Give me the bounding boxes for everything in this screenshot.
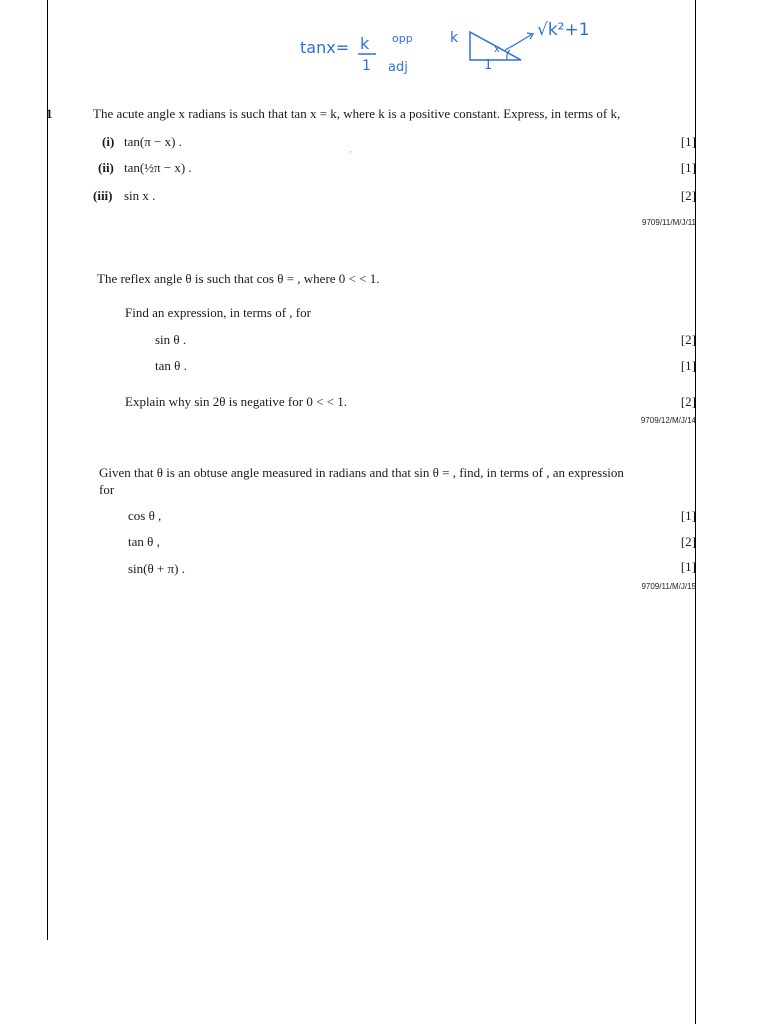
q3-part-expr: sin(θ + π) . <box>128 561 185 576</box>
hw-opp: opp <box>392 32 413 45</box>
q2-part-mark: [2] <box>680 332 696 347</box>
q2-sub-intro: Find an expression, in terms of , for <box>125 305 311 320</box>
q1-part-mark: [1] <box>680 160 696 175</box>
q2-explain-mark: [2] <box>680 394 696 409</box>
hw-tan-label: tanx= <box>300 38 350 57</box>
hw-denominator: 1 <box>362 58 371 74</box>
handwritten-triangle-sketch <box>0 0 768 100</box>
q3-part-mark: [1] <box>680 559 696 574</box>
q2-part-expr: tan θ . <box>155 358 187 373</box>
q3-stem-continued: for <box>99 482 115 497</box>
q1-reference: 9709/11/M/J/11 <box>642 218 696 227</box>
q1-part-expr: sin x . <box>124 188 156 203</box>
q1-part-label: (ii) <box>98 160 114 175</box>
q2-part-expr: sin θ . <box>155 332 187 347</box>
q2-reference: 9709/12/M/J/14 <box>640 416 696 425</box>
q3-part-mark: [2] <box>680 534 696 549</box>
hw-triangle-side: k <box>450 30 459 46</box>
q3-reference: 9709/11/M/J/15 <box>641 582 696 591</box>
q1-part-label: (iii) <box>93 188 113 203</box>
hw-dot: · <box>349 148 352 158</box>
q3-part-mark: [1] <box>680 508 696 523</box>
q1-part-mark: [1] <box>680 134 696 149</box>
q1-stem: The acute angle x radians is such that tan x = k, where k is a positive constant. Express, in terms of k, <box>93 106 621 121</box>
q3-part-expr: cos θ , <box>128 508 162 523</box>
q3-part-expr: tan θ , <box>128 534 160 549</box>
q1-part-mark: [2] <box>680 188 696 203</box>
question-number: 1 <box>46 106 53 121</box>
q1-part-label: (i) <box>102 134 115 149</box>
hw-adj: adj <box>388 60 408 75</box>
hw-angle-label: x <box>494 44 500 55</box>
hw-triangle-base: 1 <box>484 58 493 73</box>
q1-part-expr: tan(½π − x) . <box>124 160 192 175</box>
q2-explain: Explain why sin 2θ is negative for 0 < < 1. <box>125 394 347 409</box>
hw-numerator: k <box>360 34 370 53</box>
q3-stem: Given that θ is an obtuse angle measured in radians and that sin θ = , find, in terms of , an expression <box>99 465 624 480</box>
q1-part-expr: tan(π − x) . <box>124 134 182 149</box>
q2-part-mark: [1] <box>680 358 696 373</box>
left-margin-line <box>47 0 48 940</box>
q2-stem: The reflex angle θ is such that cos θ = , where 0 < < 1. <box>97 271 380 286</box>
hw-hypotenuse: √k²+1 <box>537 20 590 40</box>
